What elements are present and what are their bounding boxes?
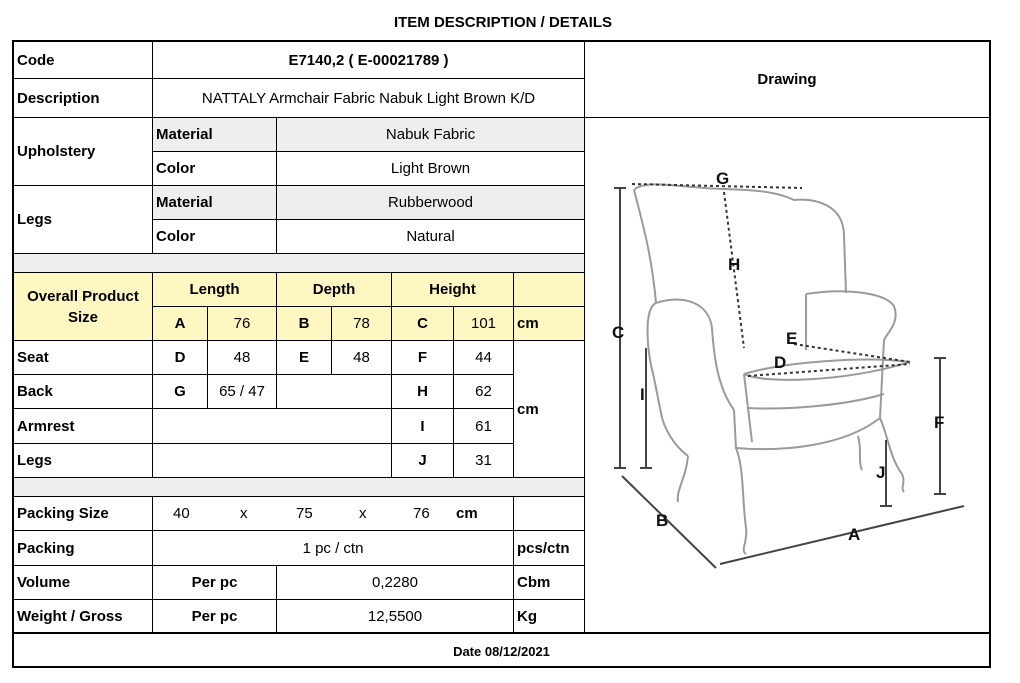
volume-per: Per pc	[153, 566, 277, 600]
seat-label: Seat	[14, 341, 153, 375]
legs-material-value: Rubberwood	[277, 186, 585, 220]
dim-i-letter: I	[392, 409, 454, 444]
dim-f-letter: F	[392, 341, 454, 375]
packing-value: 1 pc / ctn	[153, 531, 514, 566]
weight-per: Per pc	[153, 600, 277, 632]
dim-d-value: 48	[208, 341, 277, 375]
depth-header: Depth	[277, 273, 392, 307]
letter-d: D	[774, 353, 787, 372]
dim-i-value: 61	[454, 409, 514, 444]
upholstery-material-label: Material	[153, 118, 277, 152]
legs-color-label: Color	[153, 220, 277, 254]
code-label: Code	[14, 42, 153, 79]
packing-x-2: x	[359, 505, 367, 522]
volume-unit: Cbm	[514, 566, 585, 600]
weight-value: 12,5500	[277, 600, 514, 632]
letter-g: G	[716, 169, 730, 188]
armrest-blank	[153, 409, 392, 444]
dim-d-letter: D	[153, 341, 208, 375]
length-header: Length	[153, 273, 277, 307]
packing-width: 40	[173, 505, 190, 522]
dim-e-value: 48	[332, 341, 392, 375]
dim-e-letter: E	[277, 341, 332, 375]
dim-c-value: 101	[454, 307, 514, 341]
upholstery-color-value: Light Brown	[277, 152, 585, 186]
volume-value: 0,2280	[277, 566, 514, 600]
letter-b: B	[656, 511, 669, 530]
letter-a: A	[848, 525, 861, 544]
legs-dim-blank	[153, 444, 392, 478]
legs-label: Legs	[14, 186, 153, 254]
code-value: E7140,2 ( E-00021789 )	[153, 42, 585, 79]
dim-c-letter: C	[392, 307, 454, 341]
description-value: NATTALY Armchair Fabric Nabuk Light Brown K/D	[153, 79, 585, 118]
back-blank	[277, 375, 392, 409]
upholstery-color-label: Color	[153, 152, 277, 186]
upholstery-label: Upholstery	[14, 118, 153, 186]
letter-i: I	[640, 385, 645, 404]
packing-label: Packing	[14, 531, 153, 566]
armchair-illustration	[584, 118, 989, 632]
legs-material-label: Material	[153, 186, 277, 220]
legs-color-value: Natural	[277, 220, 585, 254]
weight-unit: Kg	[514, 600, 585, 632]
dim-a-letter: A	[153, 307, 208, 341]
letter-h: H	[728, 255, 741, 274]
dim-b-value: 78	[332, 307, 392, 341]
dim-a-value: 76	[208, 307, 277, 341]
dim-g-letter: G	[153, 375, 208, 409]
packing-depth: 75	[296, 505, 313, 522]
height-header: Height	[392, 273, 514, 307]
overall-blank	[514, 273, 585, 307]
overall-unit: cm	[514, 307, 585, 341]
letter-c: C	[612, 323, 625, 342]
dims-unit: cm	[514, 341, 585, 478]
spacer-row	[14, 254, 585, 273]
overall-size-label: Overall Product Size	[14, 273, 153, 341]
dim-g-value: 65 / 47	[208, 375, 277, 409]
description-label: Description	[14, 79, 153, 118]
armchair-drawing	[584, 118, 989, 632]
packing-size-values	[153, 497, 514, 531]
letter-j: J	[876, 463, 886, 482]
weight-label: Weight / Gross	[14, 600, 153, 632]
packing-size-label: Packing Size	[14, 497, 153, 531]
drawing-header: Drawing	[585, 42, 989, 118]
dim-b-letter: B	[277, 307, 332, 341]
armrest-label: Armrest	[14, 409, 153, 444]
letter-f: F	[934, 413, 945, 432]
letter-e: E	[786, 329, 798, 348]
volume-label: Volume	[14, 566, 153, 600]
dim-j-letter: J	[392, 444, 454, 478]
packing-x-1: x	[240, 505, 248, 522]
upholstery-material-value: Nabuk Fabric	[277, 118, 585, 152]
dim-j-value: 31	[454, 444, 514, 478]
packing-height: 76	[413, 505, 430, 522]
dim-f-value: 44	[454, 341, 514, 375]
spacer-row-2	[14, 478, 585, 497]
dim-h-letter: H	[392, 375, 454, 409]
packing-unit: pcs/ctn	[514, 531, 585, 566]
date-footer: Date 08/12/2021	[12, 632, 991, 668]
dim-h-value: 62	[454, 375, 514, 409]
legs-dim-label: Legs	[14, 444, 153, 478]
page-title: ITEM DESCRIPTION / DETAILS	[393, 14, 613, 31]
back-label: Back	[14, 375, 153, 409]
packing-size-blank	[514, 497, 585, 531]
packing-size-unit: cm	[456, 505, 478, 522]
